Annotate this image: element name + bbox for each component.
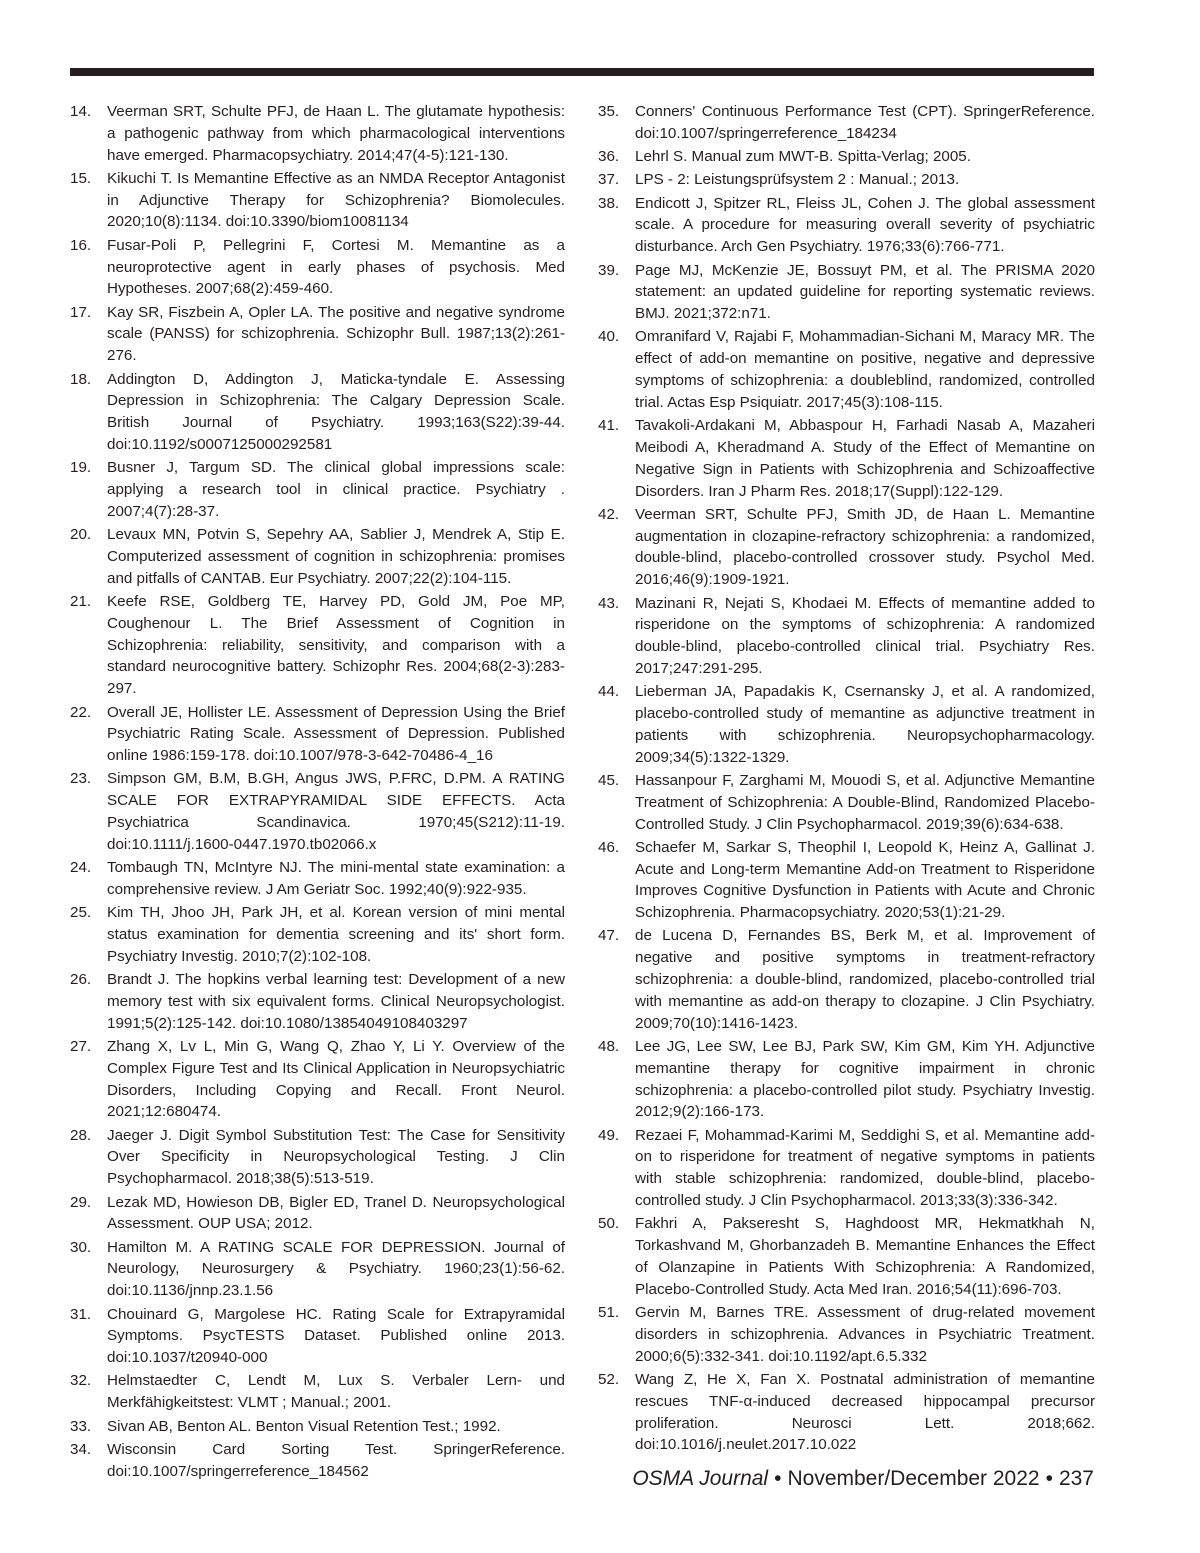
reference-number: 51. bbox=[598, 1304, 620, 1322]
reference-item bbox=[70, 1192, 565, 1236]
reference-text: Lee JG, Lee SW, Lee BJ, Park SW, Kim GM, Kim YH. Adjunctive memantine therapy for cognitive impairment in chronic schizophrenia: a placebo-controlled pilot study. Psychiatry Investig. 2012;9(2):166-173. bbox=[635, 1037, 1095, 1121]
reference-item bbox=[70, 101, 565, 166]
reference-text: Keefe RSE, Goldberg TE, Harvey PD, Gold JM, Poe MP, Coughenour L. The Brief Assessment of Cognition in Schizophrenia: reliability, sensitivity, and comparison with a standard neurocognitive battery. Schizophr Res. 2004;68(2-3):283-297. bbox=[107, 593, 565, 698]
top-rule bbox=[70, 68, 1094, 76]
reference-item bbox=[598, 1125, 1095, 1212]
reference-number: 48. bbox=[598, 1037, 620, 1055]
reference-item bbox=[598, 837, 1095, 924]
reference-number: 31. bbox=[70, 1305, 92, 1323]
reference-text: Gervin M, Barnes TRE. Assessment of drug-related movement disorders in schizophrenia. Advances in Psychiatric Treatment. 2000;6(5):332-341. doi:10.1192/apt.6.5.332 bbox=[635, 1304, 1095, 1365]
reference-number: 15. bbox=[70, 169, 92, 187]
reference-text: Rezaei F, Mohammad-Karimi M, Seddighi S, et al. Memantine add-on to risperidone for treatment of negative symptoms in patients with stable schizophrenia: randomized, double-blind, placebo-controlled study. J Clin Psychopharmacol. 2013;33(3):336-342. bbox=[635, 1126, 1095, 1210]
reference-number: 39. bbox=[598, 261, 620, 279]
reference-text: Lezak MD, Howieson DB, Bigler ED, Tranel D. Neuropsychological Assessment. OUP USA; 2012. bbox=[107, 1193, 565, 1233]
reference-number: 36. bbox=[598, 148, 620, 166]
reference-text: de Lucena D, Fernandes BS, Berk M, et al. Improvement of negative and positive symptoms in treatment-refractory schizophrenia: a double-blind, randomized, placebo-controlled trial with memantine as add-on therapy to clozapine. J Clin Psychiatry. 2009;70(10):1416-1423. bbox=[635, 927, 1095, 1032]
reference-number: 44. bbox=[598, 683, 620, 701]
footer-issue: November/December 2022 bbox=[787, 1467, 1040, 1490]
page-footer bbox=[632, 1467, 1094, 1491]
reference-text: Lieberman JA, Papadakis K, Csernansky J, et al. A randomized, placebo-controlled study of memantine as adjunctive treatment in patients with schizophrenia. Neuropsychopharmacology. 2009;34(5):1322-1329. bbox=[635, 683, 1095, 766]
reference-text: Zhang X, Lv L, Min G, Wang Q, Zhao Y, Li Y. Overview of the Complex Figure Test and Its Clinical Application in Neuropsychiatric Disorders, Including Copying and Recall. Front Neurol. 2021;12:680474. bbox=[107, 1037, 565, 1121]
reference-number: 26. bbox=[70, 971, 92, 989]
reference-item bbox=[70, 702, 565, 767]
reference-text: Lehrl S. Manual zum MWT-B. Spitta-Verlag; 2005. bbox=[635, 148, 971, 166]
reference-number: 21. bbox=[70, 593, 92, 611]
reference-item bbox=[70, 1125, 565, 1190]
reference-number: 20. bbox=[70, 526, 92, 544]
reference-text: Schaefer M, Sarkar S, Theophil I, Leopold K, Heinz A, Gallinat J. Acute and Long-term Memantine Add-on Treatment to Risperidone Improves Cognitive Dysfunction in Patients with Acute and Chronic Schizophrenia. Pharmacopsychiatry. 2020;53(1):21-29. bbox=[635, 838, 1095, 922]
reference-text: Kay SR, Fiszbein A, Opler LA. The positive and negative syndrome scale (PANSS) for schizophrenia. Schizophr Bull. 1987;13(2):261-276. bbox=[107, 303, 565, 365]
reference-text: Fakhri A, Pakseresht S, Haghdoost MR, Hekmatkhah N, Torkashvand M, Ghorbanzadeh B. Memantine Enhances the Effect of Olanzapine in Patients With Schizophrenia: A Randomized, Placebo-Controlled Study. Acta Med Iran. 2016;54(11):696-703. bbox=[635, 1215, 1095, 1298]
reference-text: Overall JE, Hollister LE. Assessment of Depression Using the Brief Psychiatric Rating Scale. Assessment of Depression. Published online 1986:159-178. doi:10.1007/978-3-642-70486-4_16 bbox=[107, 703, 565, 765]
reference-text: Levaux MN, Potvin S, Sepehry AA, Sablier J, Mendrek A, Stip E. Computerized assessment of cognition in schizophrenia: promises and pitfalls of CANTAB. Eur Psychiatry. 2007;22(2):104-115. bbox=[107, 526, 565, 587]
reference-number: 34. bbox=[70, 1440, 92, 1458]
reference-item bbox=[70, 1036, 565, 1123]
reference-number: 30. bbox=[70, 1238, 92, 1256]
reference-number: 28. bbox=[70, 1126, 92, 1144]
reference-text: Wang Z, He X, Fan X. Postnatal administration of memantine rescues TNF-α-induced decreased hippocampal precursor proliferation. Neurosci Lett. 2018;662. doi:10.1016/j.neulet.2017.10.022 bbox=[635, 1370, 1095, 1454]
reference-text: Hamilton M. A RATING SCALE FOR DEPRESSION. Journal of Neurology, Neurosurgery & Psychiatry. 1960;23(1):56-62. doi:10.1136/jnnp.23.1.56 bbox=[107, 1238, 565, 1300]
reference-text: Jaeger J. Digit Symbol Substitution Test: The Case for Sensitivity Over Specificity in Neuropsychological Testing. J Clin Psychopharmacol. 2018;38(5):513-519. bbox=[107, 1126, 565, 1188]
footer-bullet: • bbox=[774, 1467, 782, 1490]
reference-number: 46. bbox=[598, 838, 620, 856]
reference-number: 19. bbox=[70, 459, 92, 477]
reference-number: 43. bbox=[598, 594, 620, 612]
reference-text: Endicott J, Spitzer RL, Fleiss JL, Cohen J. The global assessment scale. A procedure for measuring overall severity of psychiatric disturbance. Arch Gen Psychiatry. 1976;33(6):766-771. bbox=[635, 194, 1095, 256]
reference-number: 41. bbox=[598, 417, 620, 435]
reference-text: Hassanpour F, Zarghami M, Mouodi S, et al. Adjunctive Memantine Treatment of Schizophrenia: A Double-Blind, Randomized Placebo-Controlled Study. J Clin Psychopharmacol. 2019;39(6):634-638. bbox=[635, 771, 1095, 833]
reference-number: 18. bbox=[70, 370, 92, 388]
reference-item bbox=[70, 1304, 565, 1369]
reference-text: Omranifard V, Rajabi F, Mohammadian-Sichani M, Maracy MR. The effect of add-on memantine on positive, negative and depressive symptoms of schizophrenia: a doubleblind, randomized, controlled trial. Actas Esp Psiquiatr. 2017;45(3):108-115. bbox=[635, 328, 1095, 411]
reference-text: Tombaugh TN, McIntyre NJ. The mini-mental state examination: a comprehensive review. J Am Geriatr Soc. 1992;40(9):922-935. bbox=[107, 859, 565, 898]
footer-journal: OSMA Journal bbox=[632, 1467, 769, 1490]
reference-number: 37. bbox=[598, 171, 620, 189]
reference-text: Page MJ, McKenzie JE, Bossuyt PM, et al. The PRISMA 2020 statement: an updated guideline for reporting systematic reviews. BMJ. 2021;372:n71. bbox=[635, 261, 1095, 323]
reference-item bbox=[70, 524, 565, 589]
reference-item bbox=[70, 369, 565, 456]
reference-number: 45. bbox=[598, 771, 620, 789]
reference-item bbox=[598, 925, 1095, 1034]
reference-item bbox=[70, 235, 565, 300]
reference-number: 42. bbox=[598, 505, 620, 523]
reference-number: 22. bbox=[70, 703, 92, 721]
reference-item bbox=[598, 169, 1095, 191]
reference-text: Mazinani R, Nejati S, Khodaei M. Effects of memantine added to risperidone on the symptoms of schizophrenia: A randomized double-blind, placebo-controlled clinical trial. Psychiatry Res. 2017;247:291-295. bbox=[635, 594, 1095, 677]
reference-text: Fusar-Poli P, Pellegrini F, Cortesi M. Memantine as a neuroprotective agent in early phases of psychosis. Med Hypotheses. 2007;68(2):459-460. bbox=[107, 236, 565, 298]
reference-item bbox=[70, 969, 565, 1034]
reference-item bbox=[598, 1036, 1095, 1123]
reference-text: Simpson GM, B.M, B.GH, Angus JWS, P.FRC, D.PM. A RATING SCALE FOR EXTRAPYRAMIDAL SIDE EFFECTS. Acta Psychiatrica Scandinavica. 1970;45(S212):11-19. doi:10.1111/j.1600-0447.1970.tb02066.x bbox=[107, 770, 565, 853]
reference-text: Addington D, Addington J, Maticka-tyndale E. Assessing Depression in Schizophrenia: The Calgary Depression Scale. British Journal of Psychiatry. 1993;163(S22):39-44. doi:10.1192/s0007125000292581 bbox=[107, 370, 565, 453]
reference-item bbox=[70, 1237, 565, 1302]
reference-item bbox=[598, 326, 1095, 413]
reference-number: 33. bbox=[70, 1417, 92, 1435]
reference-number: 40. bbox=[598, 328, 620, 346]
reference-item bbox=[70, 168, 565, 233]
reference-item bbox=[598, 415, 1095, 502]
reference-number: 32. bbox=[70, 1372, 92, 1390]
reference-item bbox=[598, 681, 1095, 768]
reference-item bbox=[70, 1439, 565, 1483]
reference-item bbox=[598, 770, 1095, 835]
reference-text: LPS - 2: Leistungsprüfsystem 2 : Manual.; 2013. bbox=[635, 171, 960, 189]
reference-number: 27. bbox=[70, 1037, 92, 1055]
reference-text: Brandt J. The hopkins verbal learning test: Development of a new memory test with six equivalent forms. Clinical Neuropsychologist. 1991;5(2):125-142. doi:10.1080/13854049108403297 bbox=[107, 971, 565, 1032]
reference-item bbox=[598, 146, 1095, 168]
reference-number: 38. bbox=[598, 194, 620, 212]
reference-text: Busner J, Targum SD. The clinical global impressions scale: applying a research tool in clinical practice. Psychiatry . 2007;4(7):28-37. bbox=[107, 459, 565, 520]
reference-item bbox=[70, 1370, 565, 1414]
footer-bullet-2: • bbox=[1045, 1467, 1053, 1490]
reference-text: Kim TH, Jhoo JH, Park JH, et al. Korean version of mini mental status examination for dementia screening and its' short form. Psychiatry Investig. 2010;7(2):102-108. bbox=[107, 904, 565, 965]
reference-item bbox=[70, 591, 565, 700]
reference-text: Helmstaedter C, Lendt M, Lux S. Verbaler Lern- und Merkfähigkeitstest: VLMT ; Manual.; 2001. bbox=[107, 1372, 565, 1412]
reference-number: 50. bbox=[598, 1215, 620, 1233]
reference-number: 14. bbox=[70, 103, 92, 120]
reference-item bbox=[598, 1302, 1095, 1367]
reference-number: 49. bbox=[598, 1126, 620, 1144]
reference-item bbox=[70, 857, 565, 901]
reference-text: Veerman SRT, Schulte PFJ, Smith JD, de Haan L. Memantine augmentation in clozapine-refractory schizophrenia: a randomized, double-blind, placebo-controlled crossover study. Psychol Med. 2016;46(9):1909-1921. bbox=[635, 505, 1095, 589]
references-right-column bbox=[598, 101, 1095, 1458]
reference-text: Kikuchi T. Is Memantine Effective as an NMDA Receptor Antagonist in Adjunctive Therapy for Schizophrenia? Biomolecules. 2020;10(8):1134. doi:10.3390/biom10081134 bbox=[107, 169, 565, 231]
reference-number: 52. bbox=[598, 1370, 620, 1388]
reference-number: 29. bbox=[70, 1193, 92, 1211]
footer-page-number: 237 bbox=[1058, 1467, 1094, 1490]
reference-item bbox=[70, 302, 565, 367]
reference-text: Conners' Continuous Performance Test (CPT). SpringerReference. doi:10.1007/springerreference_184234 bbox=[635, 103, 1095, 142]
reference-item bbox=[70, 457, 565, 522]
references-left-column bbox=[70, 101, 565, 1484]
reference-text: Sivan AB, Benton AL. Benton Visual Retention Test.; 1992. bbox=[107, 1417, 501, 1435]
reference-number: 16. bbox=[70, 236, 92, 254]
reference-number: 25. bbox=[70, 904, 92, 922]
reference-item bbox=[70, 902, 565, 967]
reference-item bbox=[598, 1213, 1095, 1300]
reference-number: 23. bbox=[70, 770, 92, 788]
reference-item bbox=[598, 504, 1095, 591]
reference-text: Wisconsin Card Sorting Test. SpringerReference. doi:10.1007/springerreference_184562 bbox=[107, 1440, 565, 1480]
reference-item bbox=[70, 768, 565, 855]
reference-item bbox=[598, 1369, 1095, 1456]
reference-item bbox=[598, 193, 1095, 258]
reference-item bbox=[70, 1416, 565, 1438]
reference-number: 35. bbox=[598, 103, 620, 120]
reference-item bbox=[598, 593, 1095, 680]
reference-text: Veerman SRT, Schulte PFJ, de Haan L. The glutamate hypothesis: a pathogenic pathway from which pharmacological interventions have emerged. Pharmacopsychiatry. 2014;47(4-5):121-130. bbox=[107, 103, 565, 164]
reference-item bbox=[598, 260, 1095, 325]
reference-number: 47. bbox=[598, 927, 620, 945]
reference-number: 17. bbox=[70, 303, 92, 321]
reference-text: Chouinard G, Margolese HC. Rating Scale for Extrapyramidal Symptoms. PsycTESTS Dataset. Published online 2013. doi:10.1037/t20940-000 bbox=[107, 1305, 565, 1367]
reference-item bbox=[598, 101, 1095, 145]
reference-number: 24. bbox=[70, 859, 92, 877]
reference-text: Tavakoli-Ardakani M, Abbaspour H, Farhadi Nasab A, Mazaheri Meibodi A, Kheradmand A. Study of the Effect of Memantine on Negative Sign in Patients with Schizophrenia and Schizoaffective Disorders. Iran J Pharm Res. 2018;17(Suppl):122-129. bbox=[635, 417, 1095, 500]
